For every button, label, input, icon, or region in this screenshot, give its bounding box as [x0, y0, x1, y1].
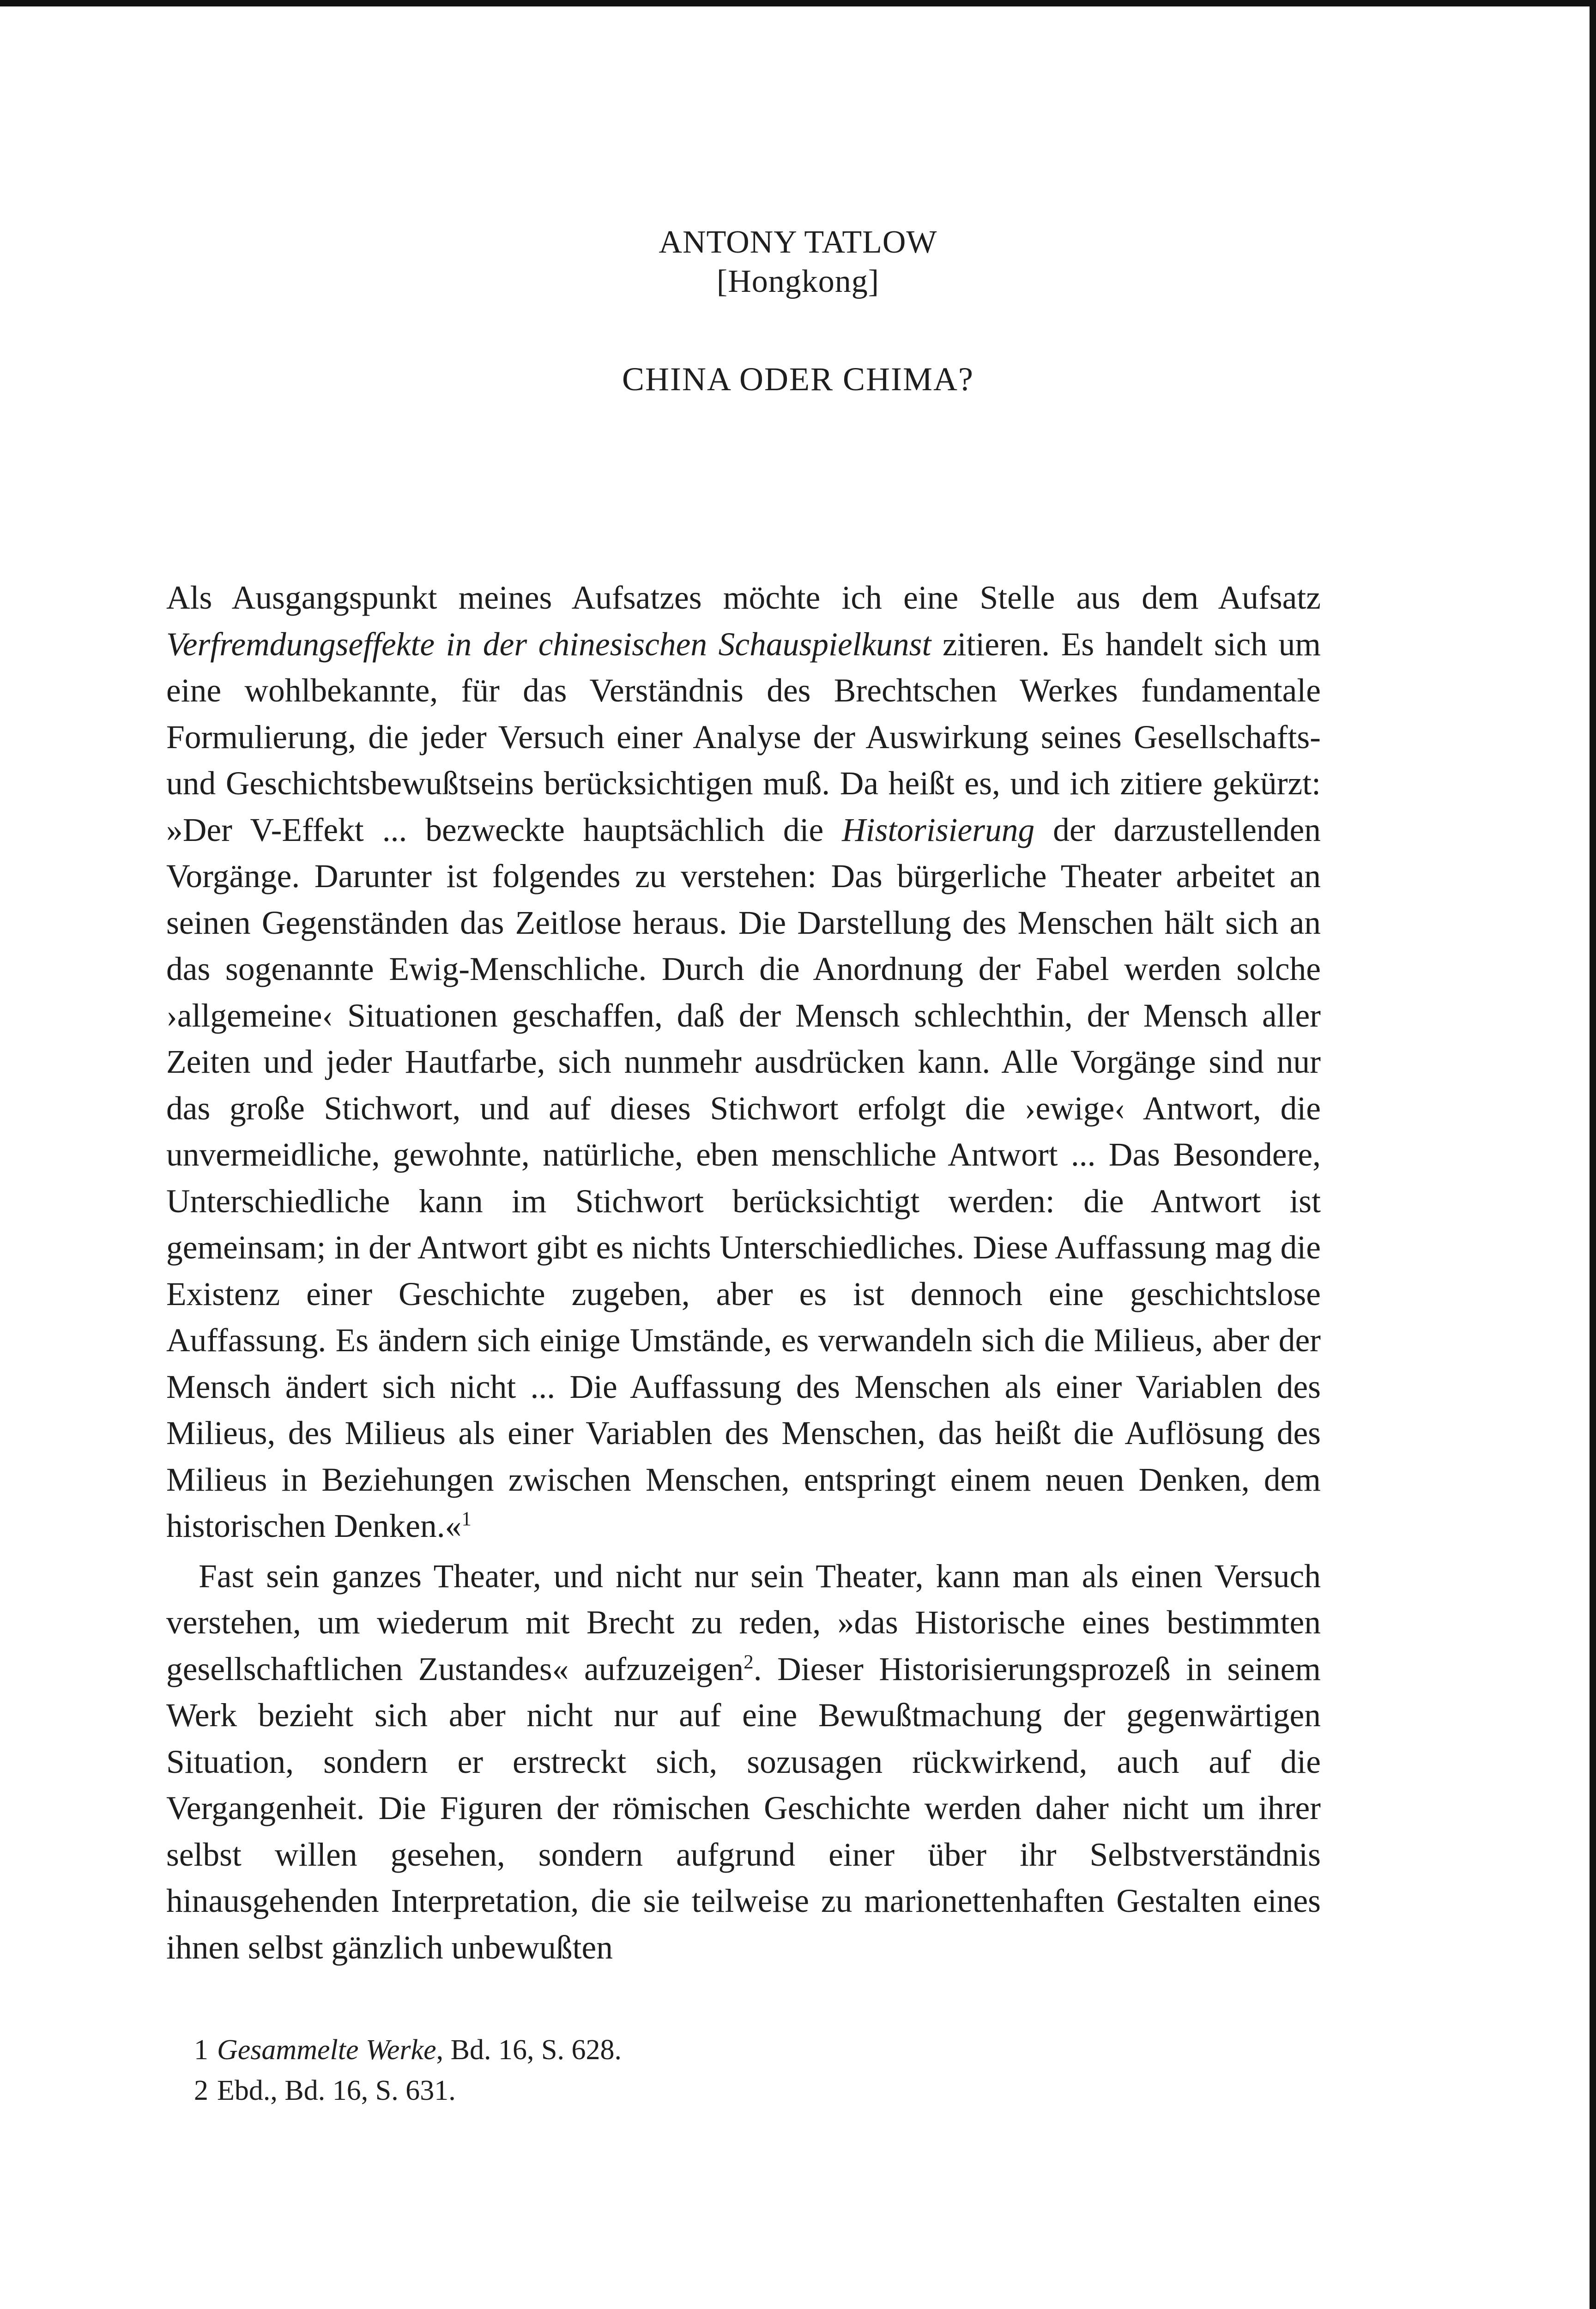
text-run: . Dieser Historisierungsprozeß in seinem Werk bezieht sich aber nicht nur auf eine Bewußtmachung der gegenwärtigen Situation, sondern er erstreckt sich, sozusagen rückwirkend, auch auf die Vergangenheit. Die Figuren der römischen Geschichte werden daher nicht um ihrer selbst willen gesehen, sondern aufgrund einer über ihr Selbstverständnis hinausgehenden Interpretation, die sie teilweise zu marionettenhaften Gestalten eines ihnen selbst gänzlich unbewußten: [166, 1650, 1321, 1966]
footnote-ref-2: 2: [744, 1651, 754, 1673]
footnote-text: Ebd., Bd. 16, S. 631.: [217, 2075, 456, 2106]
page-border-right: [1590, 0, 1596, 2309]
footnote-ref-1: 1: [461, 1508, 472, 1530]
footnote-text: , Bd. 16, S. 628.: [436, 2034, 622, 2066]
footnote-1: [194, 2030, 1302, 2070]
article-title: CHINA ODER CHIMA?: [622, 361, 974, 398]
italic-essay-title: Verfremdungseffekte in der chinesischen Schauspielkunst: [166, 626, 931, 663]
footnote-number: 1: [194, 2034, 208, 2066]
footnotes: [194, 2030, 1302, 2111]
paragraph-1: [166, 575, 1321, 1550]
article-body: [166, 575, 1321, 1971]
footnote-number: 2: [194, 2075, 208, 2106]
footnote-2: [194, 2070, 1302, 2111]
author-name: ANTONY TATLOW: [659, 224, 937, 260]
text-run: zitieren. Es handelt sich um eine wohlbekannte, für das Verständnis des Brechtschen Werkes fundamentale Formulierung, die jeder Versuch einer Analyse der Auswirkung seines Gesellschafts- und Geschichtsbewußtseins berücksichtigen muß. Da heißt es, und ich zitiere gekürzt: »Der V-Effekt ... bezweckte hauptsächlich die: [166, 626, 1321, 848]
text-run: Als Ausgangspunkt meines Aufsatzes möchte ich eine Stelle aus dem Aufsatz: [166, 580, 1321, 616]
author-affiliation: [Hongkong]: [716, 264, 880, 299]
footnote-title: Gesammelte Werke: [217, 2034, 436, 2066]
italic-term: Historisierung: [842, 811, 1035, 848]
text-run: der darzustellenden Vorgänge. Darunter ist folgendes zu verstehen: Das bürgerliche Theater arbeitet an seinen Gegenständen das Zeitlose heraus. Die Darstellung des Menschen hält sich an das sogenannte Ewig-Menschliche. Durch die Anordnung der Fabel werden solche ›allgemeine‹ Situationen geschaffen, daß der Mensch schlechthin, der Mensch aller Zeiten und jeder Hautfarbe, sich nunmehr ausdrücken kann. Alle Vorgänge sind nur das große Stichwort, und auf dieses Stichwort erfolgt die ›ewige‹ Antwort, die unvermeidliche, gewohnte, natürliche, eben menschliche Antwort ... Das Besondere, Unterschiedliche kann im Stichwort berücksichtigt werden: die Antwort ist gemeinsam; in der Antwort gibt es nichts Unterschiedliches. Diese Auffassung mag die Existenz einer Geschichte zugeben, aber es ist dennoch eine geschichtslose Auffassung. Es ändern sich einige Umstände, es verwandeln sich die Milieus, aber der Mensch ändert sich nicht ... Die Auffassung des Menschen als einer Variablen des Milieus, des Milieus als einer Variablen des Menschen, das heißt die Auflösung des Milieus in Beziehungen zwischen Menschen, entspringt einem neuen Denken, dem historischen Denken.«: [166, 811, 1321, 1544]
page-border-top: [0, 0, 1596, 6]
paragraph-2: [166, 1553, 1321, 1971]
text-run: Fast sein ganzes Theater, und nicht nur sein Theater, kann man als einen Versuch verstehen, um wiederum mit Brecht zu reden, »das Historische eines bestimmten gesellschaftlichen Zustandes« aufzuzeigen: [166, 1558, 1321, 1687]
